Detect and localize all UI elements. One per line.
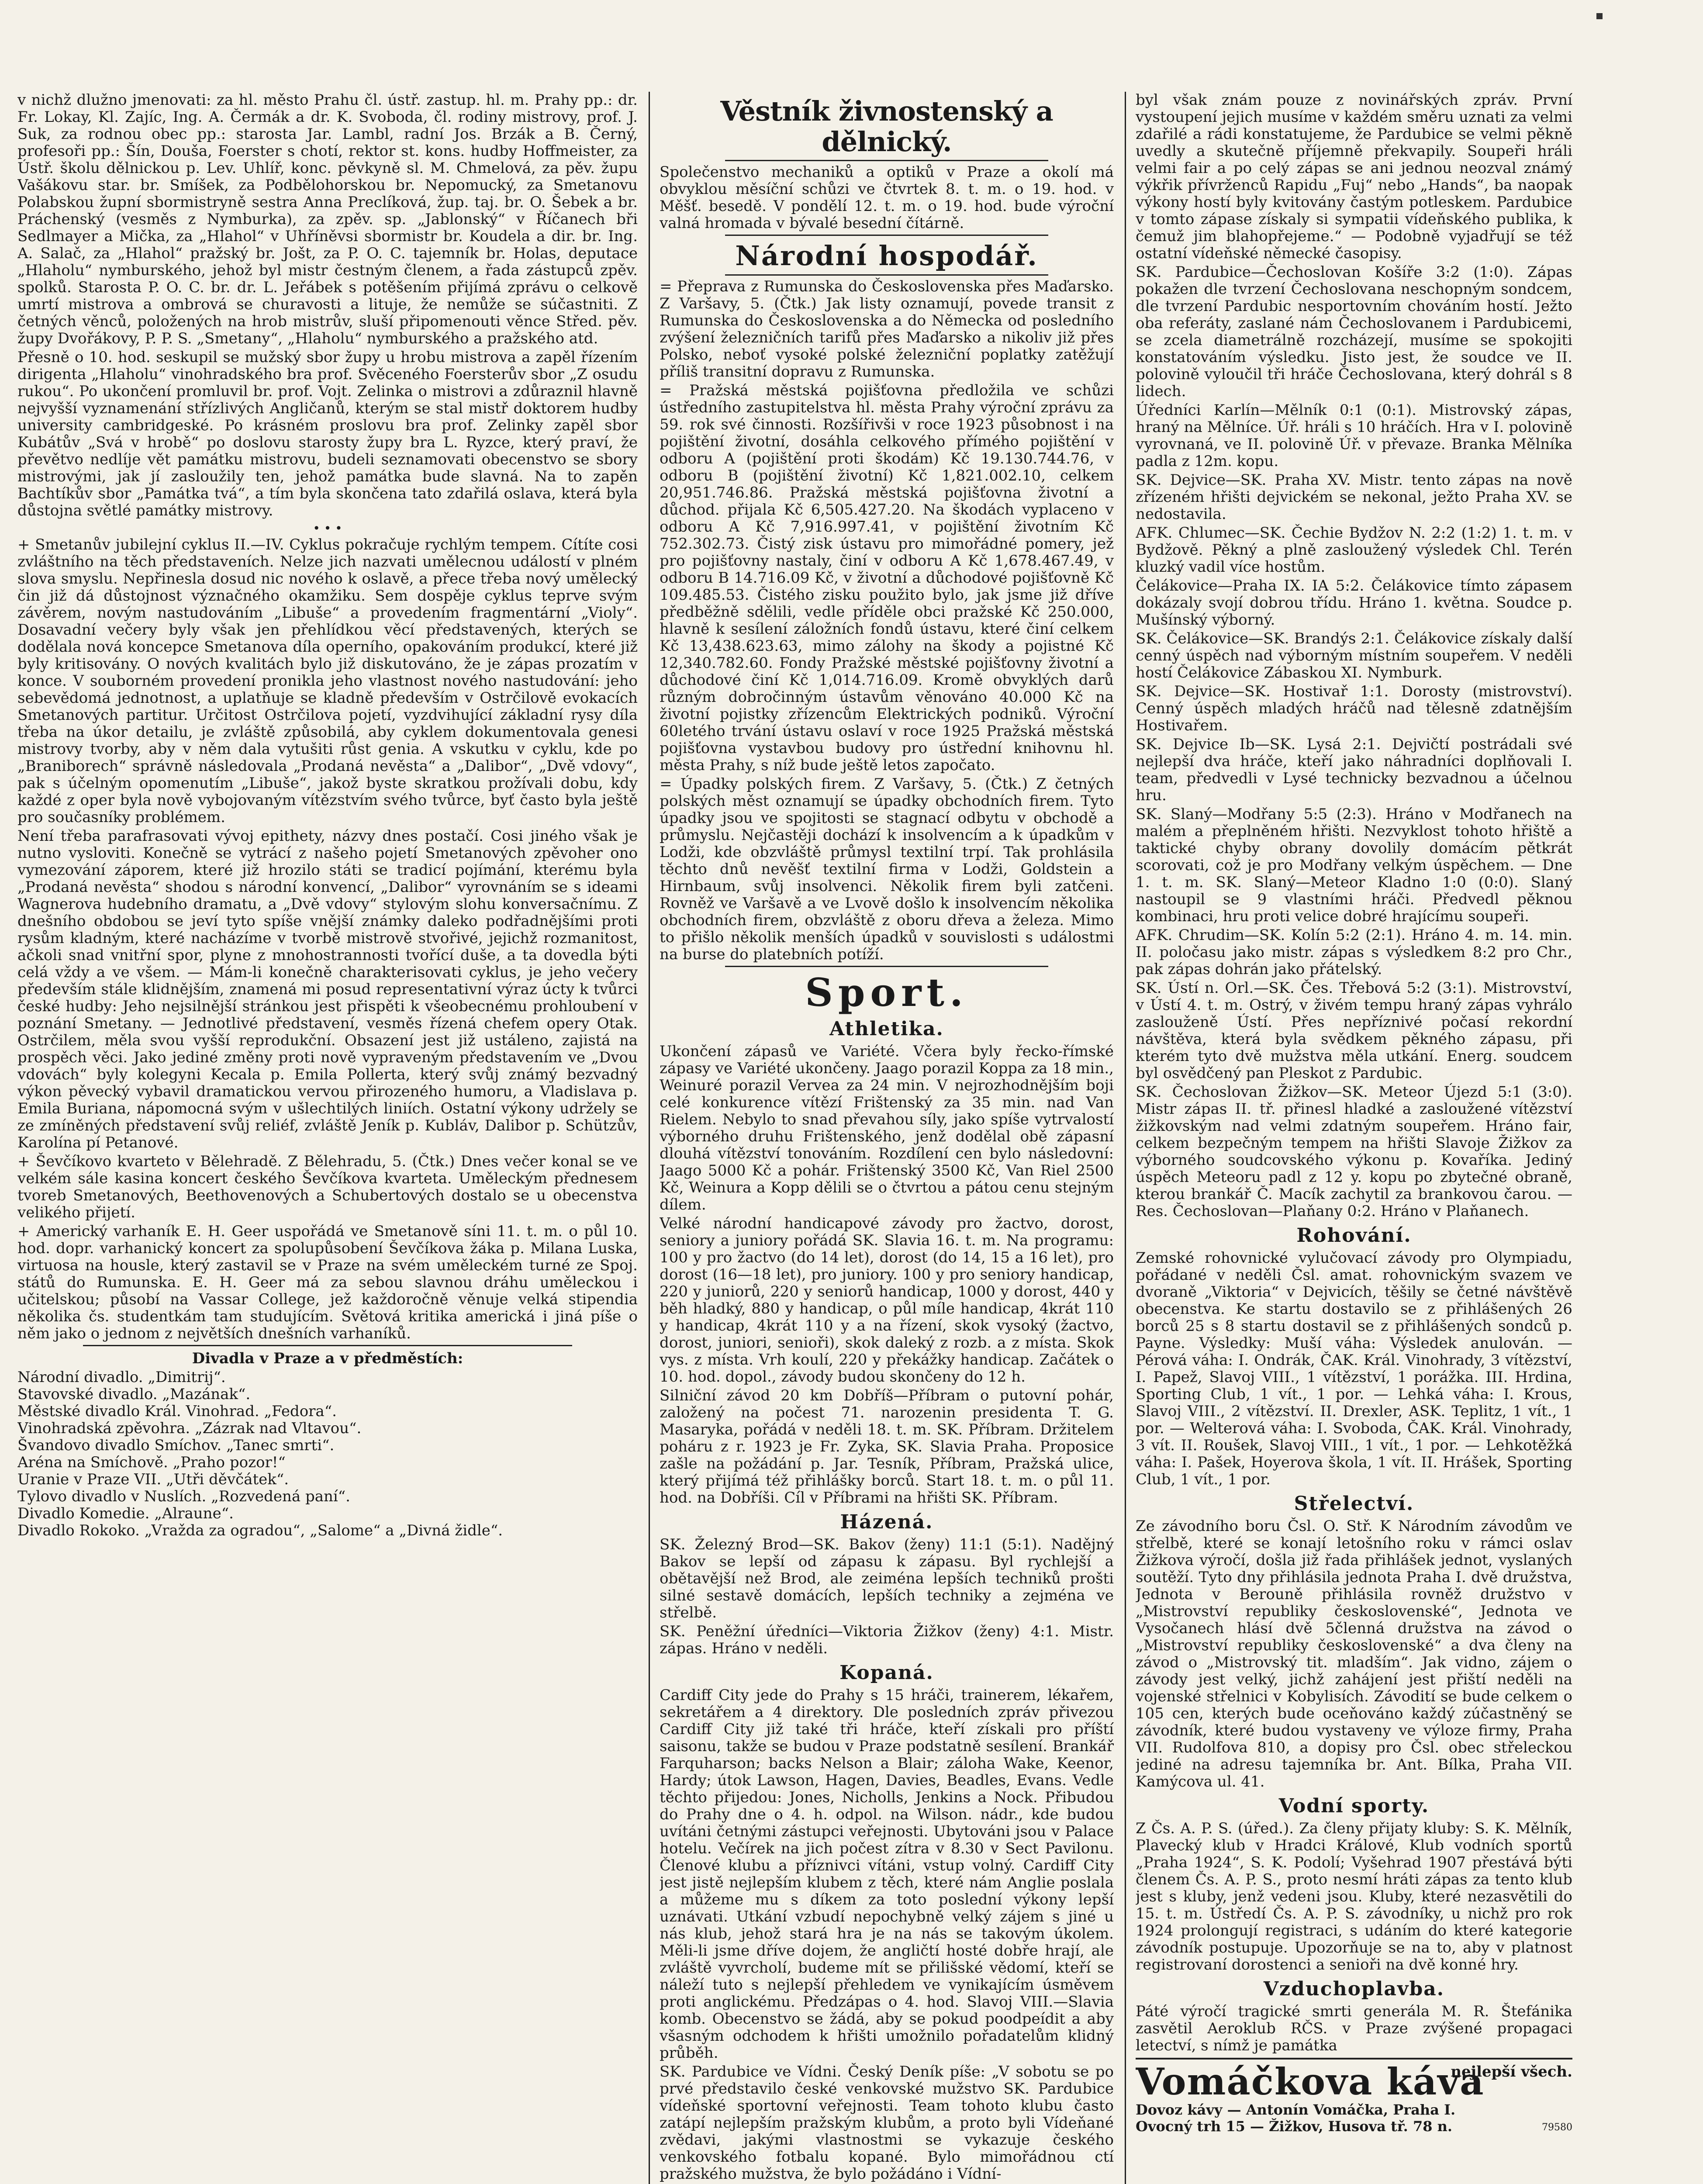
theatre-item: Divadlo Rokoko. „Vražda za ogradou“, „Salome“ a „Divná židle“. — [17, 1522, 503, 1539]
divider — [725, 274, 1048, 276]
divider — [725, 235, 1048, 236]
article-paragraph: AFK. Chrudim—SK. Kolín 5:2 (2:1). Hráno 4. m. 14. min. II. poločasu jako mistr. zápas s výsledkem 8:2 pro Chr., pak zápas dohrán jako přátelský. — [1136, 926, 1572, 978]
article-paragraph: + Smetanův jubilejní cyklus II.—IV. Cyklus pokračuje rychlým tempem. Cítíte cosi zvláštního na těch představeních. Nelze jich nazvati umělecnou událostí v plném slova smyslu. Nepřinesla dosud nic nového k oslavě, a přece třeba nový umělecký čin již dá důstojnost význačného okamžiku. Sem dospěje cyklus teprve svým závěrem, novým nastudováním „Libuše“ a provedením fragmentární „Violy“. Dosavadní večery byly však jen přehlídkou věcí představených, kterých se dodělala nová koncepce Smetanova díla operního, opakováním produkcí, které již byly kritisovány. O nových kvalitách bylo již diskutováno, že je zápas prozatím v konce. V souborném provedení pronikla jeho vlastnost nového nastudování: jeho sebevědomá jednotnost, a uplatňuje se kladně především v Ostrčilově evokacích Smetanových partitur. Určitost Ostrčilova pojetí, vyzdvihující základní rysy díla třeba na úkor detailu, je zvláště způsobilá, aby cyklem dokumentovala genesi mistrovy tvorby, aby v něm dala vytušiti růst genia. A vskutku v cyklu, kde po „Braniborech“ správně následovala „Prodaná nevěsta“ a „Dalibor“, „Dvě vdovy“, pak s účelným opomenutím „Libuše“, jakož byste skratkou prožívali dobu, kdy každé z oper byla nově vybojovaným vítězstvím svého tvůrce, byť často byla ještě pro současníky problémem. — [17, 536, 638, 826]
divider — [725, 966, 1048, 967]
theatre-item: Uranie v Praze VII. „Utři děvčátek“. — [17, 1471, 289, 1488]
theatre-item: Tylovo divadlo v Nuslích. „Rozvedená paní“. — [17, 1488, 350, 1505]
column-rule — [649, 92, 650, 2184]
column-rule — [1125, 92, 1126, 2184]
article-paragraph: SK. Dejvice Ib—SK. Lysá 2:1. Dejvičtí postrádali své nejlepší dva hráče, kteří jako náhradníci doplňovali I. team, předvedli v Lysé technicky bezvadnou a účelnou hru. — [1136, 736, 1572, 804]
subsection-title-shooting: Střelectví. — [1294, 1493, 1414, 1515]
theatre-item: Vinohradská zpěvohra. „Zázrak nad Vltavou“. — [17, 1420, 362, 1437]
article-paragraph: Zemské rohovnické vylučovací závody pro Olympiadu, pořádané v neděli Čsl. amat. rohovnickým svazem ve dvoraně „Viktoria“ v Dejvicích, těšily se četné návštěvě obecenstva. Ke startu dostavilo se z přihlášených 26 borců 25 s 8 startu dostavil se z přihlášených sondců p. Payne. Výsledky: Muší váha: Výsledek anulován. — Pérová váha: I. Ondrák, ČAK. Král. Vinohrady, 3 vítězství, I. Papež, Slavoj VIII., 1 vítězství, 1 porážka. III. Hrdina, Sporting Club, 1 vít., 1 por. — Lehká váha: I. Krous, Slavoj VIII., 2 vítězství. II. Drexler, ASK. Teplitz, 1 vít., 1 por. — Welterová váha: I. Svoboda, ČAK. Král. Vinohrady, 3 vít. II. Roušek, Slavoj VIII., 1 vít., 1 por. — Lehkotěžká váha: I. Pašek, Hoyerova škola, 1 vít. II. Hrášek, Sporting Club, 1 vít., 1 por. — [1136, 1249, 1572, 1488]
newspaper-page — [17, 92, 1572, 2184]
theatre-item: Stavovské divadlo. „Mazának“. — [17, 1386, 251, 1403]
article-paragraph: = Přeprava z Rumunska do Československa přes Maďarsko. Z Varšavy, 5. (Čtk.) Jak listy oznamují, povede transit z Rumunska do Československa a do Německa od posledního zvýšení železničních tarifů přes Maďarsko a nikoliv již přes Polsko, neboť vysoké polské železniční poplatky zatěžují příliš transitní dopravu z Rumunska. — [660, 278, 1114, 380]
article-paragraph: byl však znám pouze z novinářských zpráv. První vystoupení jejich musíme v každém směru uznati za velmi zdařilé a rádi konstatujeme, že Pardubice se velmi pěkně uvedly a skutečně příjemně překvapily. Soupeři hráli velmi fair a po celý zápas se ani jednou neozval známý výkřik přívrženců Rapidu „Fuj“ nebo „Hands“, ba naopak výkony hostí byly kvitovány častým potleskem. Pardubice v tomto zápase získaly si sympatii vídeňského publika, k čemuž jim blahopřejeme.“ — Podobně vyjadřují se též ostatní vídeňské německé časopisy. — [1136, 92, 1572, 262]
theatre-item: Švandovo divadlo Smíchov. „Tanec smrti“. — [17, 1437, 335, 1454]
divider — [83, 1345, 572, 1346]
article-paragraph: Ukončení zápasů ve Variété. Včera byly řecko-římské zápasy ve Variété ukončeny. Jaago porazil Koppa za 18 min., Weinuré porazil Vervea za 24 min. V nejrozhodnějším boji celé konkurence vítězí Frištenský za 35 min. nad Van Rielem. Nebylo to snad převahou síly, jako spíše vytrvalostí výborného druhu Frištenského, jenž dodělal obě zápasní dlouhá vítězství tonováním. Rozdílení cen bylo následovní: Jaago 5000 Kč a pohár. Frištenský 3500 Kč, Van Riel 2500 Kč, Weinura a Kopp dělili se o čtvrtou a pátou cenu stejným dílem. — [660, 1043, 1114, 1213]
article-paragraph: SK. Pardubice ve Vídni. Český Deník píše: „V sobotu se po prvé představilo české venkovské mužstvo SK. Pardubice vídeňské sportovní veřejnosti. Team tohoto klubu často zatápí nejlepším pražským klubům, a proto byli Vídeňané zvědavi, jakými vlastnostmi se vykazuje českého venkovského fotbalu kopané. Bylo mimořádnou ctí pražského mužstva, že bylo požádáno i Vídní- — [660, 2063, 1114, 2183]
ad-address-line: Ovocný trh 15 — Žižkov, Husova tř. 78 n. — [1136, 2118, 1453, 2135]
article-paragraph: SK. Pardubice—Čechoslovan Košíře 3:2 (1:0). Zápas pokažen dle tvrzení Čechoslovana neschopným sondcem, dle tvrzení Pardubic nesportovním chováním hostí. Ježto oba referáty, zaslané nám Čechoslovanem i Pardubicemi, se zcela diametrálně rozcházejí, musíme se spokojiti konstatováním výsledku. Jisto jest, že soudce ve II. polovině vyloučil tři hráče Čechoslovana, který dohrál s 8 lidech. — [1136, 263, 1572, 400]
subsection-title-handball: Házená. — [840, 1511, 933, 1533]
theatre-item: Aréna na Smíchově. „Praho pozor!“ — [17, 1454, 286, 1471]
subsection-title-rowing: Rohování. — [1296, 1224, 1412, 1247]
article-paragraph: AFK. Chlumec—SK. Čechie Bydžov N. 2:2 (1:2) 1. t. m. v Bydžově. Pěkný a plně zasloužený výsledek Chl. Terén kluzký vadil více hostům. — [1136, 524, 1572, 576]
article-paragraph: SK. Čelákovice—SK. Brandýs 2:1. Čelákovice získaly další cenný úspěch nad výborným místním soupeřem. V neděli hostí Čelákovice Zábaskou XI. Nymburk. — [1136, 630, 1572, 681]
article-paragraph: Páté výročí tragické smrti generála M. R. Štefánika zasvětil Aeroklub RČS. v Praze zvýšené propagaci letectví, s nímž je památka — [1136, 2003, 1572, 2054]
ad-tagline: nejlepší všech. — [1451, 2063, 1572, 2080]
article-paragraph: Cardiff City jede do Prahy s 15 hráči, trainerem, lékařem, sekretářem a 4 direktory. Dle posledních zpráv přivezou Cardiff City již také tři hráče, kteří získali pro příští saisonu, takže se budou v Praze podstatně sesílení. Brankář Farquharson; backs Nelson a Blair; záloha Wake, Keenor, Hardy; útok Lawson, Hagen, Davies, Beadles, Evans. Vedle těchto přijedou: Jones, Nicholls, Jenkins a Nock. Přibudou do Prahy dne o 4. h. odpol. na Wilson. nádr., kde budou uvítáni četnými zástupci veřejnosti. Ubytováni jsou v Palace hotelu. Večírek na jich počest zítra v 8.30 v Sect Pavilonu. Členové klubu a příznivci vítáni, vstup volný. Cardiff City jest jistě nejlepším klubem z těch, které nám Anglie poslala a můžeme mu s díkem za toto poslední výkony lepší uznávati. Utkání vzbudí nepochybně velký zájem s jiné u nás klub, jehož stará hra je na nás se takovým úkolem. Měli-li jsme dříve dojem, že angličtí hosté dobře hrají, ale zvláště vyvrcholí, budeme mít se přilišské vědomí, kteří se náleží tuto s nejlepší přehledem ve vynikajícím úsměvem proti anglickému. Předzápas o 4. hod. Slavoj VIII.—Slavia komb. Obecenstvo se žádá, aby se pokud poodpeídit a aby všasným odchodem k hřišti umožnilo pořadatelům klidný průběh. — [660, 1686, 1114, 2062]
ad-code: 79580 — [1542, 2122, 1572, 2133]
article-paragraph: SK. Peněžní úředníci—Viktoria Žižkov (ženy) 4:1. Mistr. zápas. Hráno v neděli. — [660, 1623, 1114, 1657]
column-1 — [17, 92, 638, 2184]
ad-brand: Vomáčkova káva — [1136, 2060, 1485, 2103]
article-paragraph: SK. Slaný—Modřany 5:5 (2:3). Hráno v Modřanech na malém a přeplněném hřišti. Nezvyklost tohoto hřiště a taktické chyby obrany dovolily domácím pětkrát scorovati, což je pro Modřany velkým úspěchem. — Dne 1. t. m. SK. Slaný—Meteor Kladno 1:0 (0:0). Slaný nastoupil se 9 vlastními hráči. Předvedl pěknou kombinaci, hru proti velice dobré hrajícímu soupeři. — [1136, 805, 1572, 925]
section-title-sport: Sport. — [805, 970, 968, 1015]
divider — [725, 160, 1048, 161]
article-paragraph: = Úpadky polských firem. Z Varšavy, 5. (Čtk.) Z četných polských měst oznamují se úpadky obchodních firem. Tyto úpadky jsou ve spojitosti se stagnací odbytu v obchodě a průmyslu. Nejčastěji dochází k insolvencím a k úpadkům v Lodži, kde obzvláště průmysl textilní trpí. Tak prohlásila těchto dnů nevěšť textilní firma v Lodži, Goldstein a Hirnbaum, svůj insolvenci. Několik firem byli zatčeni. Rovněž ve Varšavě a ve Lvově došlo k insolvencím několika obchodních firem, obzvláště z oboru dřeva a železa. Mimo to přišlo několik menších úpadků v souvislosti s událostmi na burse do platebních potíží. — [660, 775, 1114, 963]
masthead-vestnik: Věstník živnostenský a dělnický. — [720, 95, 1053, 158]
theatre-listing-title: Divadla v Praze a v předměstích: — [192, 1350, 463, 1367]
article-paragraph: + Ševčíkovo kvarteto v Bělehradě. Z Bělehradu, 5. (Čtk.) Dnes večer konal se ve velkém sále kasina koncert českého Ševčíkova kvarteta. Uměleckým přednesem tvoreb Smetanových, Beethovenových a Schubertových dostalo se u obecenstva velikého přijetí. — [17, 1153, 638, 1221]
article-paragraph: SK. Čechoslovan Žižkov—SK. Meteor Újezd 5:1 (3:0). Mistr zápas II. tř. přinesl hladké a zasloužené vítězství žižkovským nad velmi zdatným soupeřem. Hráno fair, celkem bezpečným tempem na hřišti Slavoje Žižkov za výborného soudcovského výkonu p. Kovaříka. Jediný úspěch Meteoru padl z 12 y. kopu po zbytečné obraně, kterou brankář Č. Macík zachytil za brankovou čarou. — Res. Čechoslovan—Plaňany 0:2. Hráno v Plaňanech. — [1136, 1083, 1572, 1220]
article-paragraph: Přesně o 10. hod. seskupil se mužský sbor župy u hrobu mistrova a zapěl řízením dirigenta „Hlaholu“ vinohradského bra prof. Svěceného Foersterův sbor „Z osudu rukou“. Po ukončení promluvil br. prof. Vojt. Zelinka o mistrovi a zdůraznil hlavně nejvyšší vyznamenání střízlivých Angličanů, kterým se stal mistř doktorem hudby university cambridgeské. Po krásném proslovu bra prof. Zelinky zapěl sbor Kubátův „Svá v hrobě“ po doslovu starosty župy bra L. Ryzce, který praví, že převětvo nedlíje vět památku mistrovu, budeli seznamovati obecenstvo se sbory mistrovými, jak jí zasloužily ten, jehož památka bude slavná. Na to zapěn Bachtíkův sbor „Památka tvá“, a tím byla skončena tato zdařilá oslava, která byla důstojna světlé památky mistrovy. — [17, 349, 638, 519]
advertisement — [1136, 2058, 1572, 2135]
article-paragraph: Není třeba parafrasovati vývoj epithety, názvy dnes postačí. Cosi jiného však je nutno vysloviti. Konečně se vytrácí z našeho pojetí Smetanových zpěvoher ono vymezování záporem, které již hrozilo státi se tradicí pojímání, kterému byla „Prodaná nevěsta“ shodou s národní konvencí, „Dalibor“ vyrovnáním se s ideami Wagnerova hudebního dramatu, a „Dvě vdovy“ stylovým slohu konversačnímu. Z dnešního obdobou se jeví tyto spíše vnější známky daleko podřadnějšími proti rysům kladným, které nacházíme v tvorbě mistrově stvořivé, jejichž rozmanitost, ačkoli snad vnitřní spor, plyne z mnohostrannosti tvořící duše, a ta dovedla býti celá vždy a ve všem. — Mám-li konečně charakterisovati cyklus, je jeho večery především stále klidnějším, znamená mi posud representativní výraz úcty k tvůrci české hudby: Jeho nejsilnější stránkou jest přispěti k všeobecnému prohloubení v poznání Smetany. — Jednotlivé představení, vesměs řízená chefem opery Otak. Ostrčilem, měla svou vyšší reprodukční. Obsazení jest již ustáleno, zajistá na prospěch věci. Jako jediné změny proti nově vypraveným představením ve „Dvou vdovách“ byly kolegyni Kecala p. Emila Pollerta, který svůj známý bezvadný výkon pěvecký vybavil dramatickou vervou přirozeného humoru, a Vladislava p. Emila Buriana, nápomocná svým v ušlechtilých liniích. Ostatní výkony udržely se ze zmíněných představení svůj reliéf, zvláště Jeník p. Kubláv, Dalibor p. Schützův, Karolína pí Petanové. — [17, 827, 638, 1151]
article-paragraph: Velké národní handicapové závody pro žactvo, dorost, seniory a juniory pořádá SK. Slavia 16. t. m. Na programu: 100 y pro žactvo (do 14 let), dorost (do 14, 15 a 16 let), pro dorost (16—18 let), pro juniory. 100 y pro seniory handicap, 220 y juniorů, 220 y seniorů handicap, 1000 y dorost, 440 y běh hladký, 880 y handicap, o půl míle handicap, 4krát 110 y handicap, 4krát 110 y a na řízení, skok vysoký (žactvo, dorost, juniori, senioři), skok daleký z rozb. a z místa. Skok vys. z místa. Vrh koulí, 220 y překážky handicap. Začátek o 10. hod. dopol., závody budou skončeny do 12 h. — [660, 1215, 1114, 1386]
article-paragraph: Úředníci Karlín—Mělník 0:1 (0:1). Mistrovský zápas, hraný na Mělníce. Úř. hráli s 10 hráčích. Hra v I. polovině vyrovnaná, ve II. polovině Úř. v převaze. Branka Mělníka padla z 12m. kopu. — [1136, 401, 1572, 470]
theatre-listing — [17, 1369, 638, 1539]
article-paragraph: Silniční závod 20 km Dobříš—Příbram o putovní pohár, založený na počest 71. narozenin presidenta T. G. Masaryka, pořádá v neděli 18. t. m. SK. Příbram. Držitelem poháru z r. 1923 je Fr. Zyka, SK. Slavia Praha. Proposice zašle na požádání p. Jar. Tesník, Příbram, Pražská ulice, který přijímá též přihlášky borců. Start 18. t. m. o půl 11. hod. na Dobříši. Cíl v Příbrami na hřišti SK. Příbram. — [660, 1387, 1114, 1507]
article-paragraph: Z Čs. A. P. S. (úřed.). Za členy přijaty kluby: S. K. Mělník, Plavecký klub v Hradci Králové, Klub vodních sportů „Praha 1924“, S. K. Podolí; Vyšehrad 1907 přestává býti členem Čs. A. P. S., proto nesmí hráti zápas za tento klub jest s kluby, jenž vedeni jsou. Kluby, které nezasvětili do 15. t. m. Ústředí Čs. A. P. S. závodníky, u nichž pro rok 1924 prolongují registraci, s udáním do které kategorie závodník postupuje. Upozorňuje se na to, aby v platnost registrovaní dorostenci a senioři na dvě konné hry. — [1136, 1820, 1572, 1973]
article-paragraph: SK. Železný Brod—SK. Bakov (ženy) 11:1 (5:1). Nadějný Bakov se lepší od zápasu k zápasu. Byl rychlejší a obětavější než Brod, ale zeiména lepších techniků prošti silné sestavě domácích, lepších techniky a zejména ve střelbě. — [660, 1536, 1114, 1621]
theatre-item: Městské divadlo Král. Vinohrad. „Fedora“. — [17, 1403, 337, 1420]
column-3 — [1136, 92, 1572, 2184]
subsection-title-aviation: Vzduchoplavba. — [1263, 1978, 1445, 2000]
section-separator: • • • — [313, 521, 342, 536]
article-paragraph: + Americký varhaník E. H. Geer uspořádá ve Smetanově síni 11. t. m. o půl 10. hod. dopr. varhanický koncert za spolupůsobení Ševčíkova žáka p. Milana Luska, virtuosa na housle, který zastavil se v Praze na svém uměleckém turné ze Spoj. států do Rumunska. E. H. Geer má za sebou slavnou dráhu uměleckou i učitelskou; působí na Vassar College, jež každoročně věnuje velká stipendia několika čs. studentkám tam studujícím. Světová kritika americká i jiná píše o něm jako o jednom z největších dnešních varhaníků. — [17, 1223, 638, 1342]
article-paragraph: Společenstvo mechaniků a optiků v Praze a okolí má obvyklou měsíční schůzi ve čtvrtek 8. t. m. o 19. hod. v Měšť. besedě. V pondělí 12. t. m. o 19. hod. bude výroční valná hromada v bývalé besední čítárně. — [660, 163, 1114, 232]
article-paragraph: SK. Dejvice—SK. Hostivař 1:1. Dorosty (mistrovství). Cenný úspěch mladých hráčů nad tělesně zdatnějším Hostivařem. — [1136, 683, 1572, 734]
section-title-economy: Národní hospodář. — [735, 240, 1038, 272]
article-paragraph: SK. Ústí n. Orl.—SK. Čes. Třebová 5:2 (3:1). Mistrovství, v Ústí 4. t. m. Ostrý, v živém tempu hraný zápas vyhrálo zaslouženě Ústí. Přes nepříznivé počasí rekordní návštěva, která byla svědkem pěkného zápasu, při kterém tyto dvě mužstva měla utkání. Energ. soudcem byl osvědčený pan Pleskot z Pardubic. — [1136, 979, 1572, 1082]
article-paragraph: Ze závodního boru Čsl. O. Stř. K Národním závodům ve střelbě, které se konají letošního roku v rámci oslav Žižkova výročí, došla již řada přihlášek jednot, vyslaných soutěží. Tyto dny přihlásila jednota Praha I. dvě družstva, Jednota v Berouně přihlásila rovněž družstvo v „Mistrovství republiky československé“, Jednota ve Vysočanech hlásí dvě 5členná družstva na závod o „Mistrovství republiky československé“ a dva členy na závod o „Mistrovský tit. mladším“. Jak vidno, zájem o závody jest velký, jichž zahájení jest přiští neděli na vojenské střelnici v Kobylisích. Závodití se bude celkem o 105 cen, kterých bude oceňováno každý zúčastněný se závodník, které budou vystaveny ve výloze firmy, Praha VII. Rudolfova 810, a dopisy pro Čsl. obec střeleckou jediné na adresu tajemníka br. Ant. Bílka, Praha VII. Kamýcova ul. 41. — [1136, 1517, 1572, 1790]
ad-address-line: Dovoz kávy — Antonín Vomáčka, Praha I. — [1136, 2101, 1456, 2118]
article-paragraph: = Pražská městská pojišťovna předložila ve schůzi ústředního zastupitelstva hl. města Prahy výroční zprávu za 59. rok své činnosti. Rozšířivši v roce 1923 působnost i na pojištění životní, dosáhla celkového přímého pojištění v odboru A (pojištění proti škodám) Kč 19.130.744.76, v odboru B (pojištění životní) Kč 1,821.002.10, celkem 20,951.746.86. Pražská městská pojišťovna životní a důchod. přijala Kč 6,505.427.20. Na škodách vyplaceno v odboru A Kč 7,916.997.41, v pojištění životním Kč 752.302.73. Čistý zisk ústavu pro mimořádné pomery, jež pro pojišťovny nastaly, činí v odboru A Kč 1,678.467.49, v odboru B 14.716.09 Kč, v životní a důchodové pojišťovně Kč 109.485.53. Čistého zisku použito bylo, jak jsme již dříve předběžně sdělili, vedle příděle obci pražské Kč 250.000, hlavně k sesílení záložních fondů ústavu, které činí celkem Kč 13,438.623.63, mimo zálohy na škody a pojistné Kč 12,340.782.60. Fondy Pražské městské pojišťovny životní a důchodové činí Kč 1,014.716.09. Kromě obvyklých darů různým dobročinným ústavům věnováno 40.000 Kč na životní pojistky zřízencům Elektrických podniků. Výroční 60letého trvání ústavu oslaví v roce 1925 Pražská městská pojišťovna vystavbou budovy pro ústřední knihovnu hl. města Prahy, s níž bude ještě letos započato. — [660, 382, 1114, 774]
article-paragraph: v nichž dlužno jmenovati: za hl. město Prahu čl. ústř. zastup. hl. m. Prahy pp.: dr. Fr. Lokay, Kl. Zajíc, Ing. A. Čermák a dr. K. Svoboda, čl. rodiny mistrovy, prof. J. Suk, za rodnou obec pp.: starosta Jar. Lambl, radní Jos. Brzák a B. Černý, profesoři pp.: Šín, Douša, Foerster s chotí, rektor st. kons. hudby Hoffmeister, za Ústř. školu dělnickou p. Lev. Uhlíř, konc. pěvkyně sl. M. Chmelová, za pěv. župu Vašákovu star. br. Smíšek, za Podbělohorskou br. Nepomucký, za Smetanovu Polabskou župní sbormistryně sestra Anna Preclíková, žup. taj. br. O. Šebek a br. Práchenský (vesměs z Nymburka), za zpěv. sp. „Jablonský“ v Říčanech bři Sedlmayer a Mička, za „Hlahol“ v Uhříněvsi sbormistr br. Koudela a dir. br. Ing. A. Salač, za „Hlahol“ pražský br. Jošt, za P. O. C. tajemník br. Holas, deputace „Hlaholu“ nymburského, jehož byl mistr čestným členem, a řada zástupců zpěv. spolků. Starosta P. O. C. br. dr. L. Jeřábek s potěšením přijímá zprávu o celkově umrtí mistrova a ombrová se churavosti a lituje, že nemůže se súčastniti. Z četných věnců, položených na hrob mistrův, sluší připomenouti věnce Střed. pěv. župy Dvořákovy, P. P. S. „Smetany“, „Hlaholu“ nymburského a pražského atd. — [17, 92, 638, 347]
subsection-title-water-sports: Vodní sporty. — [1278, 1795, 1430, 1817]
theatre-item: Národní divadlo. „Dimitrij“. — [17, 1368, 226, 1386]
article-paragraph: Čelákovice—Praha IX. IA 5:2. Čelákovice tímto zápasem dokázaly svojí dobrou třídu. Hráno 1. května. Soudce p. Mušínský výborný. — [1136, 577, 1572, 629]
subsection-title-athletics: Athletika. — [829, 1018, 944, 1040]
article-paragraph: SK. Dejvice—SK. Praha XV. Mistr. tento zápas na nově zřízeném hřišti dejvickém se nekonal, ježto Praha XV. se nedostavila. — [1136, 471, 1572, 523]
column-2 — [660, 92, 1114, 2184]
theatre-item: Divadlo Komedie. „Alraune“. — [17, 1505, 234, 1522]
edge-mark — [1596, 13, 1603, 19]
subsection-title-football: Kopaná. — [839, 1662, 934, 1684]
